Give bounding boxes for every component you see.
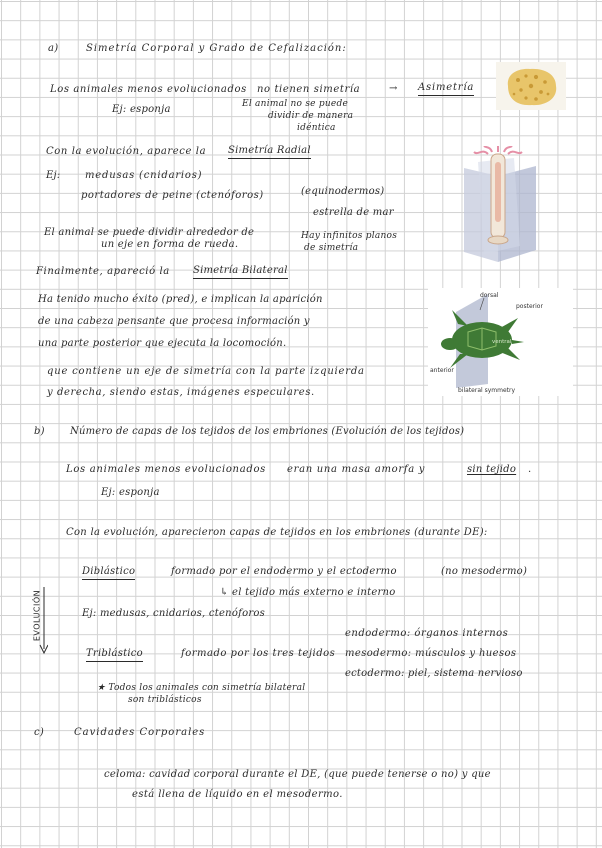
radial-planos-2: de simetría [304,243,359,253]
b-note-2: son triblásticos [128,695,202,705]
turtle-label-posterior: posterior [516,303,543,310]
diblastico-label: Diblástico [82,566,135,580]
b-line1-end: . [528,464,532,475]
section-a-heading: Simetría Corporal y Grado de Cefalización: [86,43,347,54]
diblastico-sub: ↳ el tejido más externo e interno [220,587,396,598]
a-note-2: dividir de manera [268,111,354,121]
b-line1-sin-tejido: sin tejido [467,464,517,475]
ectodermo-line: ectodermo: piel, sistema nervioso [345,668,523,679]
radial-desc-1: El animal se puede dividir alrededor de [44,227,255,238]
sponge-image [496,62,566,110]
radial-symmetry-image [458,146,542,266]
c-line-1: celoma: cavidad corporal durante el DE, (que puede tenerse o no) y que [104,769,491,780]
triblastico-desc: formado por los tres tejidos [181,648,336,659]
radial-equinodermos: (equinodermos) [301,186,385,197]
radial-estrella: estrella de mar [313,207,394,218]
bilateral-label: Simetría Bilateral [193,265,288,279]
a-line1-left: Los animales menos evolucionados [50,84,247,95]
section-a-letter: a) [48,43,59,54]
evolution-side-label [24,585,48,655]
bilateral-line-5: y derecha, siendo estas, imágenes especulares. [47,387,315,398]
radial-desc-2: un eje en forma de rueda. [101,239,239,250]
arrow-icon: → [389,83,398,94]
bilateral-line-2: de una cabeza pensante que procesa información y [38,316,310,327]
radial-label: Simetría Radial [228,145,311,159]
a-example-sponge: Ej: esponja [112,104,171,115]
radial-planos-1: Hay infinitos planos [301,231,398,241]
diblastico-desc: formado por el endodermo y el ectodermo [171,566,397,577]
b-line2: Con la evolución, aparecieron capas de tejidos en los embriones (durante DE): [66,527,488,538]
triblastico-label: Triblástico [86,648,143,662]
bilateral-line-3: una parte posterior que ejecuta la locomoción. [38,338,287,349]
radial-intro: Con la evolución, aparece la [46,146,207,157]
asymmetry-label: Asimetría [418,82,474,96]
section-c-heading: Cavidades Corporales [74,727,206,738]
b-note-1: ★ Todos los animales con simetría bilateral [97,683,306,693]
b-example-sponge: Ej: esponja [101,487,160,498]
radial-medusas: medusas (cnidarios) [85,170,203,181]
section-b-letter: b) [34,426,45,437]
section-b-heading: Número de capas de los tejidos de los embriones (Evolución de los tejidos) [70,426,465,437]
a-line1-mid: no tienen simetría [257,84,361,95]
c-line-2: está llena de líquido en el mesodermo. [132,789,343,800]
section-c-letter: c) [34,727,45,738]
evolution-label: EVOLUCIÓN [32,589,42,642]
bilateral-intro: Finalmente, apareció la [36,266,170,277]
radial-portadores: portadores de peine (ctenóforos) [81,190,264,201]
b-line1-b: eran una masa amorfa y [287,464,426,475]
endodermo-line: endodermo: órganos internos [345,628,509,639]
turtle-caption: bilateral symmetry [458,387,516,394]
bilateral-line-4: que contiene un eje de simetría con la parte izquierda [47,366,365,377]
turtle-label-ventral: ventral [492,339,512,345]
turtle-label-anterior: anterior [430,367,454,374]
diblastico-no-meso: (no mesodermo) [441,566,528,577]
bilateral-turtle-image [428,288,573,396]
a-note-1: El animal no se puede [242,99,349,109]
turtle-label-dorsal: dorsal [480,292,499,299]
mesodermo-line: mesodermo: músculos y huesos [345,648,517,659]
a-note-3: idéntica [297,123,336,133]
radial-ej: Ej: [46,170,61,181]
bilateral-line-1: Ha tenido mucho éxito (pred), e implican la aparición [38,294,323,305]
b-line1-a: Los animales menos evolucionados [66,464,267,475]
diblastico-example: Ej: medusas, cnidarios, ctenóforos [82,608,266,619]
